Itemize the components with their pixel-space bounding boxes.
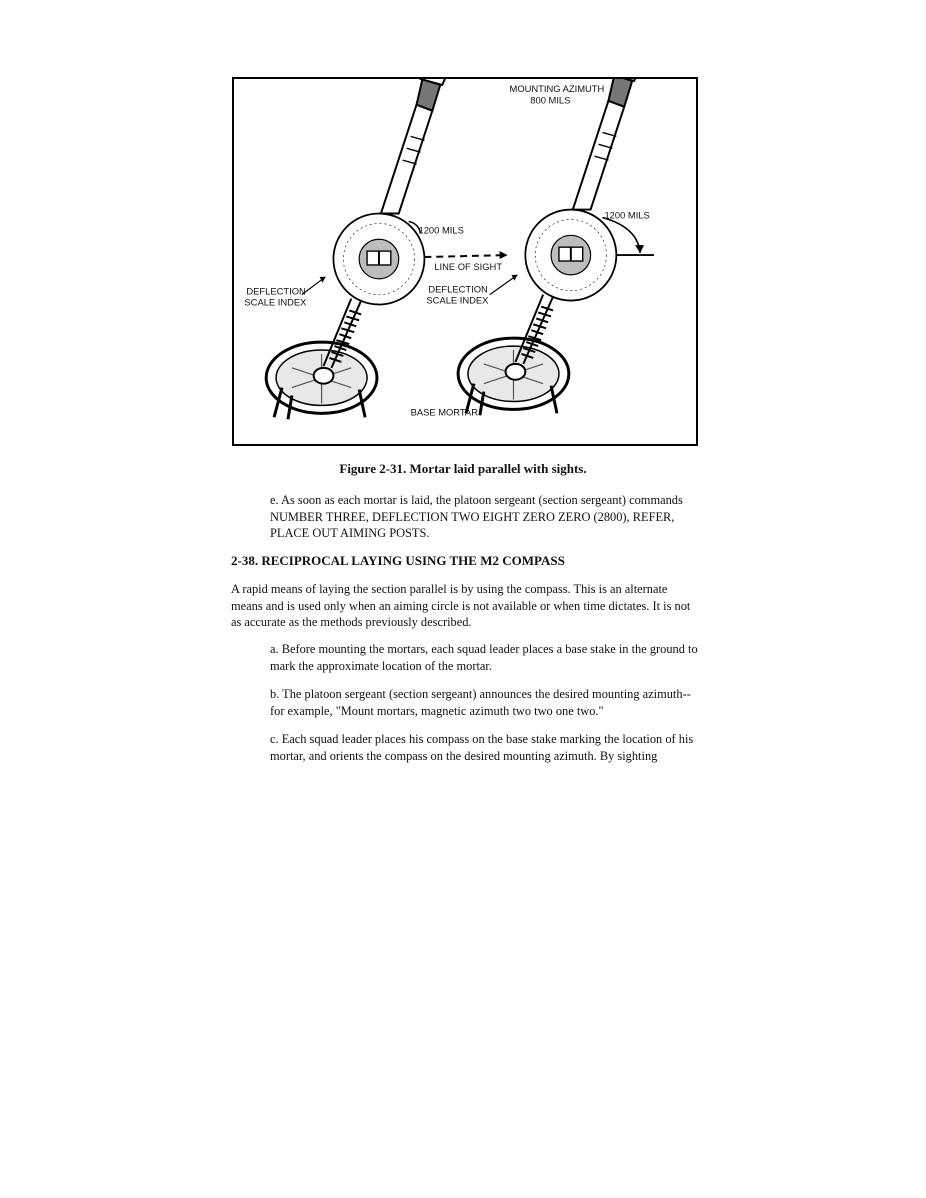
mortar-diagram xyxy=(234,79,696,444)
line-of-sight-label: LINE OF SIGHT xyxy=(434,260,503,272)
paragraph-b: b. The platoon sergeant (section sergeant) announces the desired mounting azimuth--for example, "Mount mortars, magnetic azimuth two two one two." xyxy=(270,687,691,718)
section-heading: 2-38. RECIPROCAL LAYING USING THE M2 COMPASS xyxy=(231,553,565,568)
deflection-left-line1: DEFLECTION xyxy=(246,285,306,297)
base-mortar-label: BASE MORTAR xyxy=(410,406,478,418)
paragraph-c: c. Each squad leader places his compass on the base stake marking the location of his mortar, and orients the compass on the desired mounting azimuth. By sighting xyxy=(270,732,694,763)
figure-caption: Figure 2-31. Mortar laid parallel with sights. xyxy=(339,461,587,476)
intro-paragraph: A rapid means of laying the section parallel is by using the compass. This is an alternate means and is used only when an aiming circle is not available or when time dictates. It is not as accurate as the methods previously described. xyxy=(231,582,691,629)
deflection-right-line2: SCALE INDEX xyxy=(426,294,489,306)
right-mortar xyxy=(458,79,648,415)
figure-illustration xyxy=(232,77,698,446)
right-1200-label: 1200 MILS xyxy=(604,209,650,221)
paragraph-a: a. Before mounting the mortars, each squad leader places a base stake in the ground to mark the approximate location of the mortar. xyxy=(270,642,698,673)
paragraph-e: e. As soon as each mortar is laid, the platoon sergeant (section sergeant) commands NUMBER THREE, DEFLECTION TWO EIGHT ZERO ZERO (2800), REFER, PLACE OUT AIMING POSTS. xyxy=(270,493,683,540)
mounting-azimuth-label: MOUNTING AZIMUTH xyxy=(509,82,605,94)
left-1200-label: 1200 MILS xyxy=(418,224,464,236)
deflection-right-line1: DEFLECTION xyxy=(428,283,488,295)
line-of-sight-line xyxy=(424,255,507,257)
deflection-left-line2: SCALE INDEX xyxy=(244,296,307,308)
mounting-azimuth-value: 800 MILS xyxy=(530,94,571,106)
left-mortar xyxy=(266,79,456,419)
